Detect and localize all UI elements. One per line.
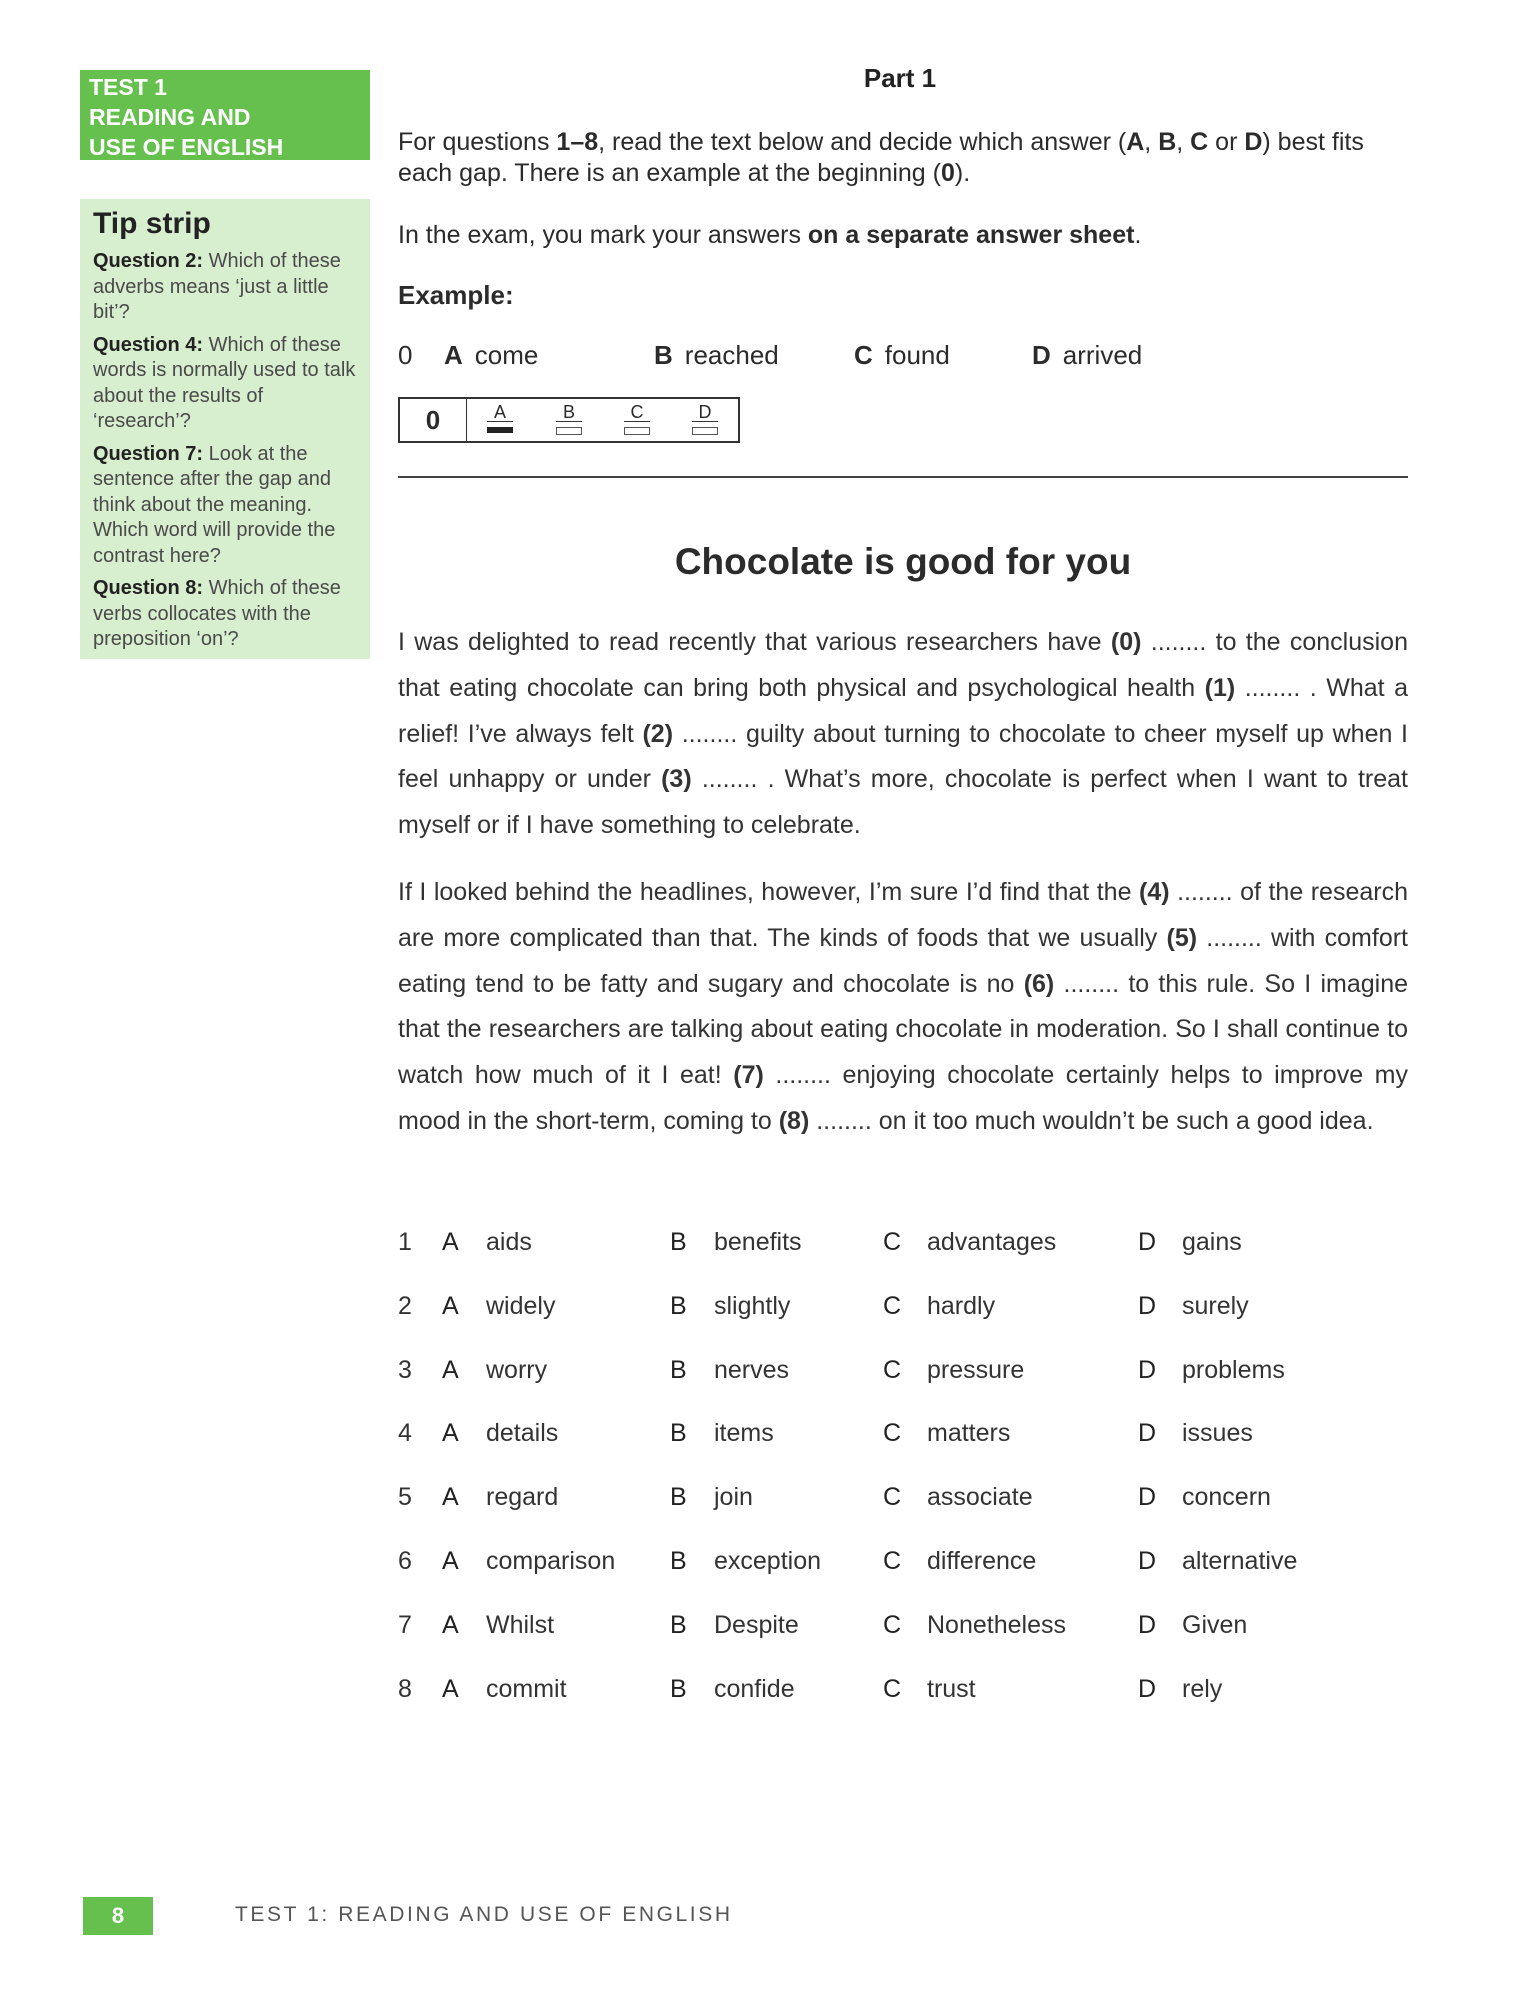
option-letter: C (883, 1674, 902, 1703)
option-word: regard (486, 1483, 559, 1512)
bold-text: A (1126, 128, 1145, 156)
test-label-line: USE OF ENGLISH (89, 134, 284, 160)
option-letter: B (670, 1546, 687, 1575)
bold-text: (3) (661, 765, 692, 794)
example-option-a (444, 340, 538, 371)
tip-item (93, 333, 358, 435)
text-run: , (1176, 128, 1191, 156)
tip-strip (80, 199, 370, 659)
option-letter: A (442, 1546, 459, 1575)
part-title: Part 1 (863, 63, 937, 93)
question-row (398, 1483, 1408, 1547)
option-letter: B (670, 1228, 687, 1256)
option-letter: D (1138, 1419, 1157, 1448)
option-word: trust (927, 1674, 976, 1703)
text-run: . (1134, 221, 1142, 249)
text-run: , read the text below and decide which answer ( (598, 128, 1127, 156)
tip-question-label: Question 2: (93, 250, 204, 272)
text-run: ........ enjoying chocolate certainly helps to improve my mood in the short-term, coming to (398, 1061, 1408, 1135)
option-letter: D (1138, 1674, 1157, 1703)
option-word: Given (1182, 1610, 1248, 1639)
option-word: advantages (927, 1228, 1057, 1256)
option-word: items (714, 1419, 774, 1448)
option-word: Nonetheless (927, 1610, 1066, 1639)
option-letter: B (654, 340, 673, 370)
answer-option-a (485, 403, 515, 433)
option-letter: C (854, 340, 873, 370)
answer-mark (624, 427, 650, 435)
article-title: Chocolate is good for you (674, 541, 1132, 582)
option-word: problems (1182, 1355, 1285, 1384)
question-row (398, 1228, 1408, 1292)
option-word: benefits (714, 1228, 802, 1256)
answer-option-d (690, 403, 720, 435)
option-word: details (486, 1419, 559, 1448)
tip-question-label: Question 8: (93, 577, 204, 599)
option-letter: D (1138, 1610, 1157, 1639)
bold-text: (2) (642, 719, 674, 748)
option-word: Despite (714, 1610, 799, 1639)
option-letter: A (442, 1291, 459, 1320)
question-list (398, 1228, 1408, 1738)
text-run: ........ to this rule. So I imagine that the researchers are talking about eating chocolate in moderation. So I shall continue to watch how much of it I eat! (398, 969, 1408, 1090)
question-number: 1 (398, 1228, 412, 1256)
answer-sheet-number: 0 (400, 399, 467, 441)
option-letter: D (1138, 1291, 1157, 1320)
option-letter: A (442, 1419, 459, 1448)
option-word: worry (486, 1355, 548, 1384)
option-word: comparison (486, 1546, 616, 1575)
option-word: rely (1182, 1674, 1223, 1703)
text-run: or (1208, 128, 1245, 156)
tip-text: Look at the sentence after the gap and think about the meaning. Which word will provide the contrast here? (93, 442, 336, 567)
answer-mark (556, 427, 582, 435)
answer-letter: C (624, 403, 650, 422)
option-word: alternative (1182, 1546, 1298, 1575)
option-letter: A (442, 1674, 459, 1703)
option-word: surely (1182, 1291, 1249, 1320)
text-run: I was delighted to read recently that various researchers have (398, 628, 1111, 656)
option-word: pressure (927, 1355, 1025, 1384)
option-letter: D (1138, 1546, 1157, 1575)
tip-text: Which of these adverbs means ‘just a little bit’? (93, 250, 341, 323)
bold-text: on a separate answer sheet (807, 221, 1135, 249)
option-word: found (884, 340, 950, 370)
option-word: gains (1182, 1228, 1242, 1256)
tip-item (93, 249, 358, 326)
question-row (398, 1547, 1408, 1611)
page-number: 8 (83, 1897, 153, 1935)
option-letter: D (1032, 340, 1051, 370)
option-word: confide (714, 1674, 795, 1703)
option-letter: A (442, 1483, 459, 1512)
bold-text: (8) (778, 1106, 810, 1135)
example-option-d (1032, 340, 1142, 371)
text-run: In the exam, you mark your answers (398, 221, 808, 249)
answer-mark (692, 427, 718, 435)
test-label-line: READING AND (89, 104, 251, 130)
test-section-label (80, 70, 370, 160)
tip-item (93, 442, 358, 570)
option-letter: B (670, 1291, 687, 1320)
option-word: difference (927, 1546, 1037, 1575)
question-number: 8 (398, 1674, 412, 1703)
tip-question-label: Question 4: (93, 333, 204, 356)
question-number: 7 (398, 1610, 412, 1639)
bold-text: (0) (1110, 628, 1142, 656)
bold-text: (1) (1204, 673, 1236, 702)
option-letter: B (670, 1355, 687, 1384)
text-run: For questions (398, 128, 557, 156)
text-run: ........ of the research are more complicated than that. The kinds of foods that we usually (398, 878, 1408, 952)
text-run: ........ with comfort eating tend to be fatty and sugary and chocolate is no (398, 923, 1408, 998)
question-number: 5 (398, 1483, 412, 1512)
bold-text: (4) (1139, 878, 1170, 906)
tip-list (93, 249, 358, 653)
text-run: ........ . What a relief! I’ve always felt (398, 673, 1408, 748)
option-letter: D (1138, 1355, 1157, 1384)
question-number: 3 (398, 1355, 412, 1384)
text-run: ) best fits each gap. There is an example at the beginning ( (398, 128, 1364, 187)
text-run: ........ guilty about turning to chocolate to cheer myself up when I feel unhappy or under (398, 719, 1408, 794)
example-option-b (654, 340, 779, 371)
option-letter: B (670, 1419, 687, 1448)
text-run: , (1144, 128, 1159, 156)
option-letter: C (883, 1355, 902, 1384)
option-letter: A (442, 1228, 459, 1256)
option-word: associate (927, 1483, 1033, 1512)
option-letter: A (442, 1355, 459, 1384)
tip-question-label: Question 7: (93, 442, 204, 465)
answer-letter: B (556, 403, 582, 422)
option-letter: C (883, 1610, 902, 1639)
bold-text: (5) (1166, 923, 1198, 952)
option-word: join (714, 1483, 753, 1512)
bold-text: C (1190, 128, 1209, 156)
option-letter: C (883, 1483, 902, 1512)
option-letter: D (1138, 1483, 1157, 1512)
option-letter: B (670, 1610, 687, 1639)
question-number: 4 (398, 1419, 412, 1448)
question-number: 2 (398, 1291, 412, 1320)
question-row (398, 1292, 1408, 1356)
bold-text: D (1244, 128, 1263, 156)
option-word: slightly (714, 1291, 791, 1320)
option-letter: C (883, 1291, 902, 1320)
example-label: Example: (398, 280, 514, 310)
text-run: ........ on it too much wouldn’t be such a good idea. (809, 1106, 1374, 1135)
example-number: 0 (398, 340, 413, 370)
question-number: 6 (398, 1546, 412, 1575)
option-word: aids (486, 1228, 532, 1256)
text-run: ........ . What’s more, chocolate is perfect when I want to treat myself or if I have something to celebrate. (398, 765, 1408, 840)
article-paragraph (398, 620, 1408, 849)
option-word: matters (927, 1419, 1011, 1448)
answer-mark (487, 427, 513, 433)
option-letter: B (670, 1483, 687, 1512)
option-word: arrived (1062, 340, 1143, 370)
bold-text: 1–8 (556, 128, 599, 156)
option-word: concern (1182, 1483, 1271, 1512)
option-word: Whilst (486, 1610, 555, 1639)
answer-option-c (622, 403, 652, 435)
bold-text: (7) (733, 1061, 764, 1090)
tip-strip-title: Tip strip (93, 207, 211, 240)
example-options (398, 340, 1198, 374)
question-row (398, 1356, 1408, 1420)
exam-note (398, 220, 1412, 251)
option-word: come (474, 340, 539, 370)
question-row (398, 1419, 1408, 1483)
question-row (398, 1611, 1408, 1675)
bold-text: (6) (1023, 969, 1055, 998)
option-word: exception (714, 1546, 822, 1575)
option-word: commit (486, 1674, 567, 1703)
option-letter: C (883, 1419, 902, 1448)
option-word: widely (486, 1291, 556, 1320)
tip-text: Which of these words is normally used to talk about the results of ‘research’? (93, 333, 356, 432)
option-word: issues (1182, 1419, 1253, 1448)
option-letter: A (444, 340, 463, 370)
test-label-line: TEST 1 (89, 74, 167, 100)
article-paragraph (398, 870, 1408, 1145)
footer-title: TEST 1: READING AND USE OF ENGLISH (235, 1903, 733, 1926)
answer-option-b (554, 403, 584, 435)
option-word: reached (684, 340, 779, 370)
tip-text: Which of these verbs collocates with the preposition ‘on’? (93, 577, 341, 650)
answer-letter: A (487, 403, 513, 422)
option-letter: D (1138, 1228, 1157, 1256)
option-word: hardly (927, 1291, 996, 1320)
example-option-c (854, 340, 950, 371)
option-letter: C (883, 1228, 902, 1256)
instructions (398, 127, 1412, 189)
answer-letter: D (692, 403, 718, 422)
question-row (398, 1675, 1408, 1739)
example-answer-sheet (398, 397, 740, 443)
tip-item (93, 576, 358, 653)
option-letter: B (670, 1674, 687, 1703)
bold-text: 0 (940, 159, 955, 187)
text-run: If I looked behind the headlines, however, I’m sure I’d find that the (398, 878, 1139, 906)
bold-text: B (1158, 128, 1177, 156)
option-letter: A (442, 1610, 459, 1639)
text-run: ........ to the conclusion that eating chocolate can bring both physical and psychological health (398, 628, 1408, 702)
text-run: ). (954, 159, 971, 187)
option-letter: C (883, 1546, 902, 1575)
divider (398, 476, 1408, 478)
option-word: nerves (714, 1355, 790, 1384)
